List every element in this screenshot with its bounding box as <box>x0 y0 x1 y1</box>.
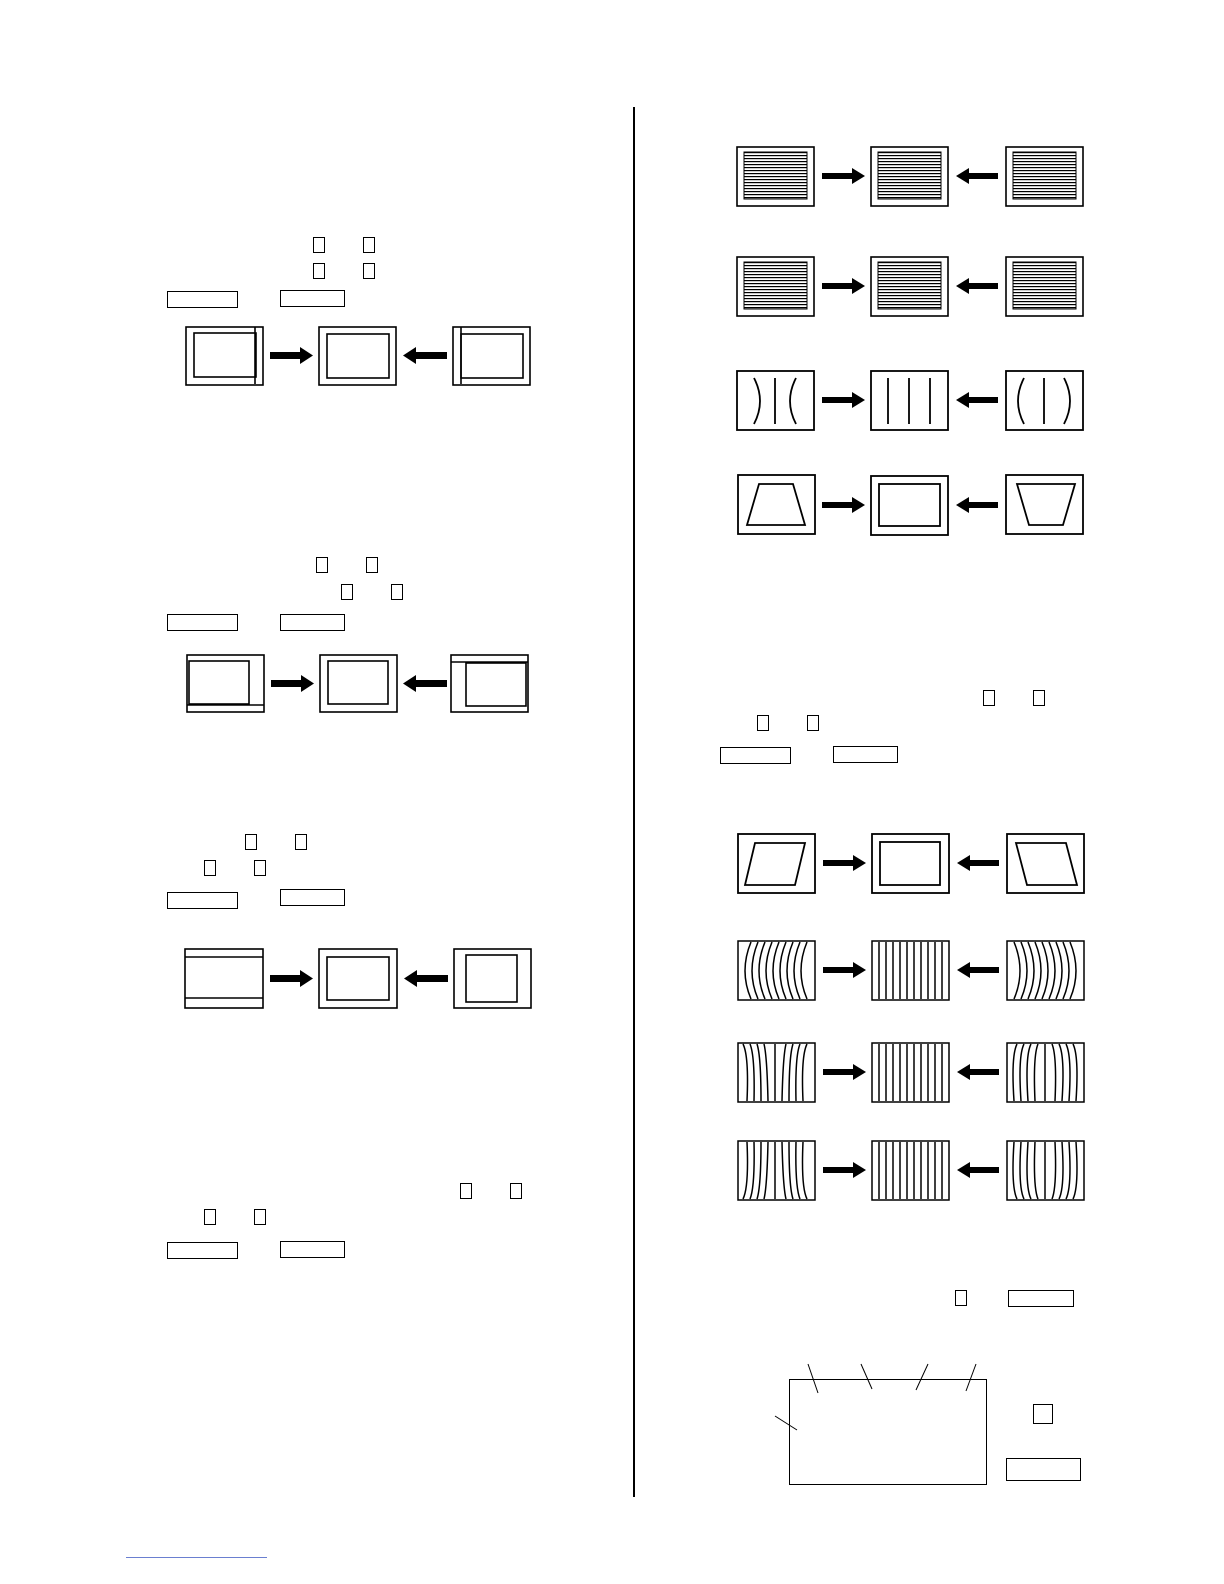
key-box-icon <box>280 889 345 906</box>
arrow-left-icon <box>957 855 999 871</box>
button-square-icon <box>510 1183 522 1199</box>
arrow-right-icon <box>271 675 314 692</box>
arrow-right-icon <box>823 962 866 978</box>
parallelogram-diagram <box>737 833 1087 895</box>
button-square-icon <box>313 263 325 279</box>
button-square-icon <box>1033 1404 1053 1424</box>
button-square-icon <box>295 834 307 850</box>
key-box-icon <box>167 1242 238 1259</box>
key-box-icon <box>167 892 238 909</box>
arrow-left-icon <box>957 962 999 978</box>
button-square-icon <box>316 557 328 573</box>
arrow-right-icon <box>270 970 313 987</box>
button-square-icon <box>757 715 769 731</box>
arrow-right-icon <box>822 497 865 513</box>
key-box-icon <box>280 290 345 307</box>
arrow-right-icon <box>822 278 865 294</box>
key-box-icon <box>833 746 898 763</box>
horizontal-lines-top-diagram <box>736 146 1086 208</box>
column-divider <box>633 107 635 1497</box>
button-square-icon <box>313 237 325 253</box>
button-square-icon <box>366 557 378 573</box>
arrow-left-icon <box>957 1162 999 1178</box>
horizontal-position-diagram <box>185 326 531 386</box>
bow-diagram <box>737 940 1087 1002</box>
arrow-left-icon <box>956 497 998 513</box>
button-square-icon <box>363 263 375 279</box>
button-square-icon <box>245 834 257 850</box>
arrow-left-icon <box>403 675 447 692</box>
top-corner-diagram <box>737 1042 1087 1104</box>
button-square-icon <box>204 1209 216 1225</box>
button-square-icon <box>955 1290 967 1306</box>
bottom-corner-diagram <box>737 1140 1087 1202</box>
button-square-icon <box>807 715 819 731</box>
pincushion-diagram <box>736 370 1086 432</box>
arrow-right-icon <box>823 855 866 871</box>
arrow-left-icon <box>956 278 998 294</box>
arrow-left-icon <box>957 1064 999 1080</box>
button-square-icon <box>391 584 403 600</box>
arrow-left-icon <box>404 970 448 987</box>
arrow-right-icon <box>823 1162 866 1178</box>
callout-leader-lines <box>770 1360 990 1440</box>
footer-rule <box>126 1557 267 1558</box>
arrow-left-icon <box>956 168 998 184</box>
key-box-icon <box>280 614 345 631</box>
vertical-position-diagram <box>186 654 532 714</box>
arrow-left-icon <box>403 347 447 364</box>
key-box-icon <box>280 1241 345 1258</box>
button-square-icon <box>204 860 216 876</box>
arrow-right-icon <box>822 168 865 184</box>
key-box-icon <box>167 291 238 308</box>
size-diagram <box>184 948 532 1010</box>
key-box-icon <box>1006 1458 1081 1481</box>
arrow-right-icon <box>822 392 865 408</box>
button-square-icon <box>983 690 995 706</box>
key-box-icon <box>1008 1290 1074 1307</box>
button-square-icon <box>1033 690 1045 706</box>
button-square-icon <box>363 237 375 253</box>
key-box-icon <box>720 747 791 764</box>
button-square-icon <box>254 1209 266 1225</box>
horizontal-lines-bottom-diagram <box>736 256 1086 318</box>
button-square-icon <box>254 860 266 876</box>
arrow-right-icon <box>823 1064 866 1080</box>
key-box-icon <box>167 614 238 631</box>
arrow-right-icon <box>270 347 313 364</box>
arrow-left-icon <box>956 392 998 408</box>
button-square-icon <box>460 1183 472 1199</box>
button-square-icon <box>341 584 353 600</box>
trapezoid-diagram <box>737 474 1087 538</box>
